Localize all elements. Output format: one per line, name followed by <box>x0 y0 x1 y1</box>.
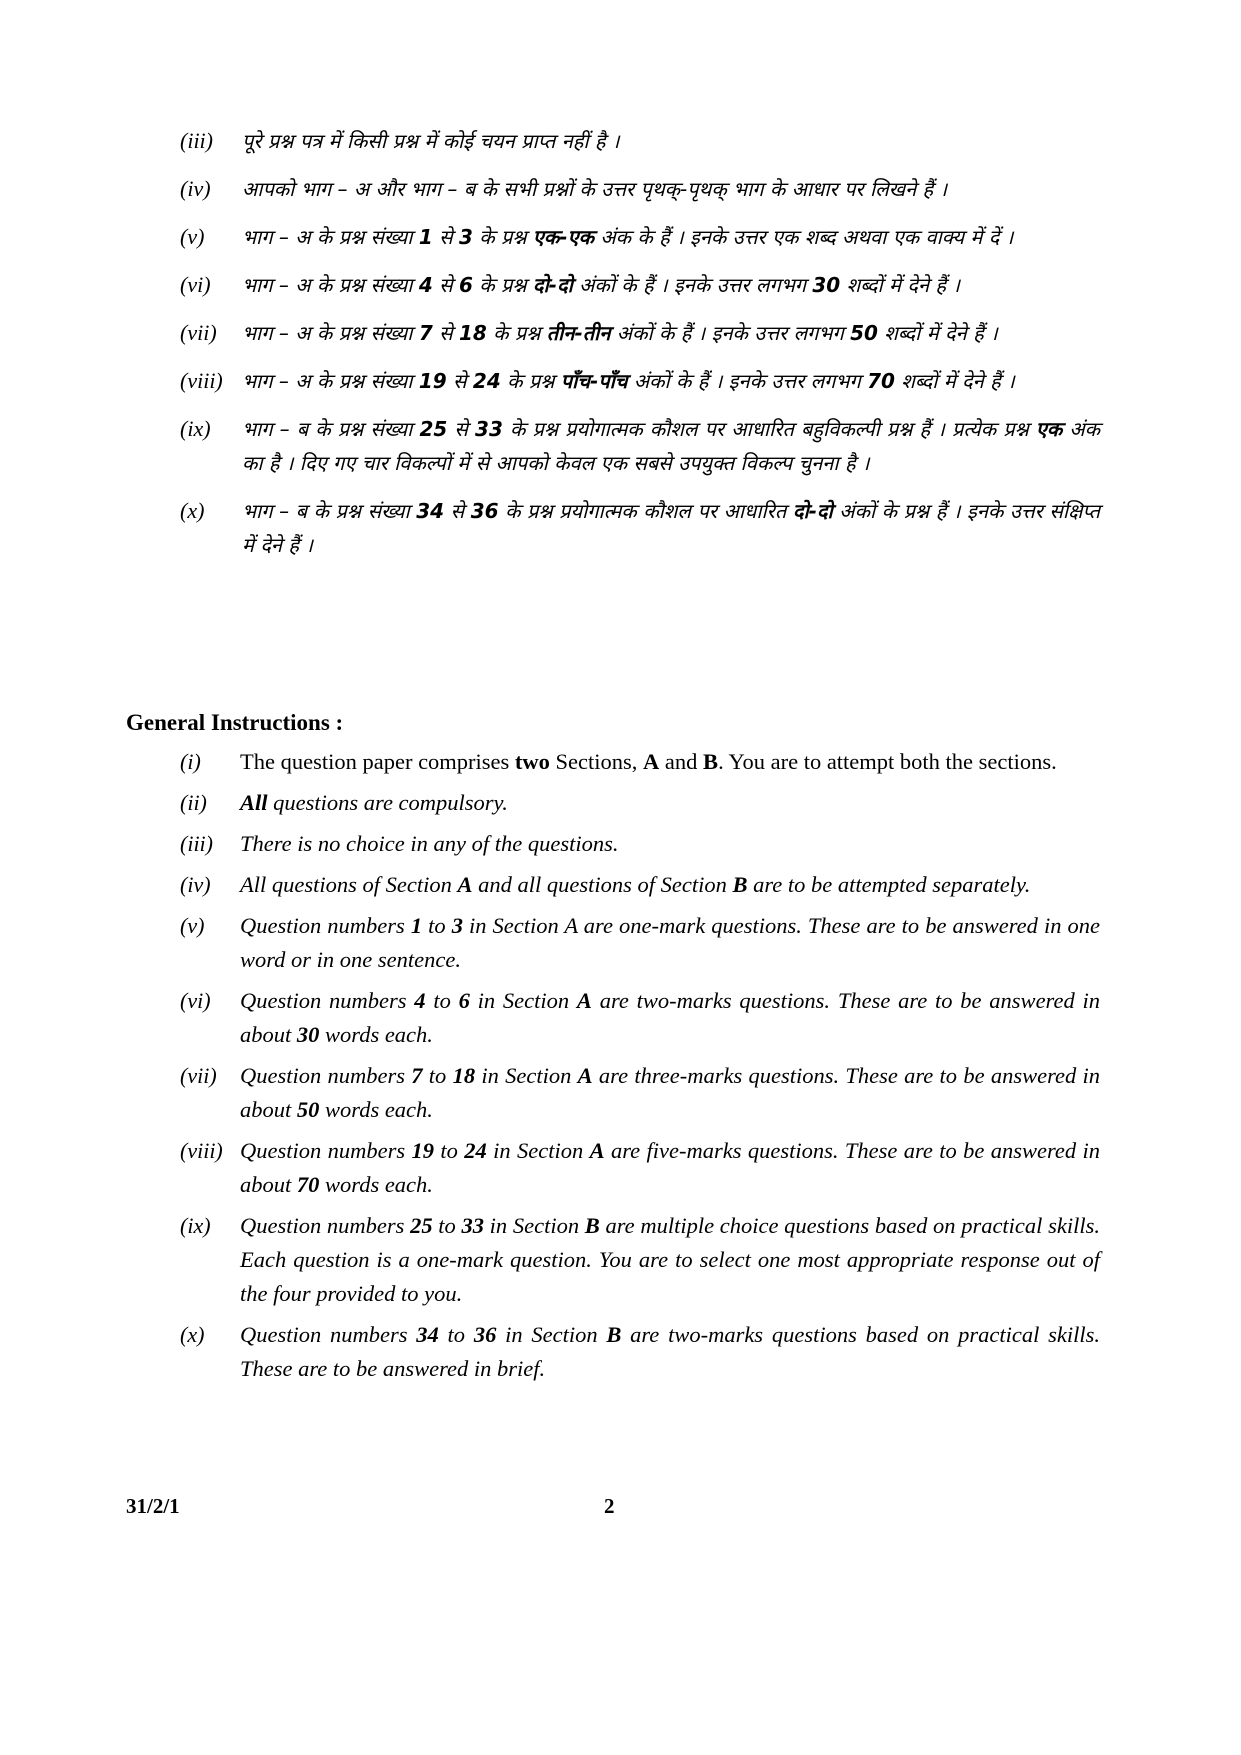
hindi-instruction-number: (iv) <box>180 176 211 201</box>
hindi-instruction-text: भाग – ब के प्रश्न संख्या 25 से 33 के प्रश्न प्रयोगात्मक कौशल पर आधारित बहुविकल्पी प्रश्न हैं । प्रत्येक प्रश्न एक अंक का है । दिए गए चार विकल्पों में से आपको केवल एक सबसे उपयुक्त विकल्प चुनना है । <box>242 417 1100 475</box>
instruction-text: Question numbers 34 to 36 in Section B are two-marks questions based on practical skills. These are to be answered in brief. <box>240 1322 1100 1381</box>
emphasis: B <box>703 749 719 774</box>
instruction-item <box>180 984 1100 1052</box>
emphasis: 3 <box>451 913 463 938</box>
emphasis: दो-दो <box>792 499 833 523</box>
emphasis: 30 <box>296 1022 320 1047</box>
emphasis: 34 <box>416 499 445 523</box>
hindi-instruction-item <box>180 494 1100 562</box>
instruction-text: There is no choice in any of the questions. <box>240 831 619 856</box>
emphasis: 34 <box>416 1322 439 1347</box>
instruction-number: (ii) <box>180 790 207 815</box>
emphasis: two <box>514 749 550 774</box>
hindi-instruction-item <box>180 172 1100 206</box>
hindi-instruction-item <box>180 412 1100 480</box>
instruction-text: Question numbers 4 to 6 in Section A are two-marks questions. These are to be answered in about 30 words each. <box>240 988 1100 1047</box>
instruction-number: (ix) <box>180 1213 211 1238</box>
emphasis: दो-दो <box>532 273 573 297</box>
instruction-text: Question numbers 1 to 3 in Section A are one-mark questions. These are to be answered in one word or in one sentence. <box>240 913 1100 972</box>
emphasis: B <box>606 1322 622 1347</box>
general-instructions-list <box>180 745 1100 1393</box>
hindi-instruction-text: भाग – अ के प्रश्न संख्या 1 से 3 के प्रश्न एक-एक अंक के हैं । इनके उत्तर एक शब्द अथवा एक वाक्य में दें । <box>242 225 1014 249</box>
instruction-number: (iii) <box>180 831 213 856</box>
hindi-instruction-item <box>180 268 1100 302</box>
emphasis: पाँच-पाँच <box>560 369 628 393</box>
instruction-text: Question numbers 25 to 33 in Section B are multiple choice questions based on practical skills. Each question is a one-mark question. You are to select one most appropriate response out of the four provided to you. <box>240 1213 1100 1306</box>
emphasis: 7 <box>418 321 433 345</box>
hindi-instruction-item <box>180 124 1100 158</box>
emphasis: तीन-तीन <box>546 321 611 345</box>
hindi-instruction-item <box>180 364 1100 398</box>
instruction-text: All questions are compulsory. <box>240 790 508 815</box>
hindi-instruction-text: आपको भाग – अ और भाग – ब के सभी प्रश्नों के उत्तर पृथक्‌-पृथक्‌ भाग के आधार पर लिखने हैं । <box>242 177 948 201</box>
instruction-text: All questions of Section A and all questions of Section B are to be attempted separately. <box>240 872 1031 897</box>
instruction-number: (vi) <box>180 988 211 1013</box>
emphasis: 6 <box>458 273 473 297</box>
hindi-instruction-item <box>180 220 1100 254</box>
emphasis: 25 <box>410 1213 433 1238</box>
emphasis: 4 <box>414 988 426 1013</box>
hindi-instruction-number: (iii) <box>180 128 213 153</box>
emphasis: 19 <box>418 369 447 393</box>
emphasis: A <box>643 749 660 774</box>
emphasis: A <box>589 1138 605 1163</box>
instruction-number: (viii) <box>180 1138 223 1163</box>
hindi-instruction-number: (ix) <box>180 416 211 441</box>
instruction-number: (vii) <box>180 1063 217 1088</box>
hindi-instruction-text: पूरे प्रश्न पत्र में किसी प्रश्न में कोई चयन प्राप्त नहीं है । <box>242 129 620 153</box>
hindi-instruction-number: (vi) <box>180 272 211 297</box>
emphasis: A <box>577 1063 593 1088</box>
hindi-instruction-number: (x) <box>180 498 205 523</box>
emphasis: 18 <box>452 1063 476 1088</box>
paper-code: 31/2/1 <box>126 1494 180 1518</box>
emphasis: 25 <box>419 417 448 441</box>
emphasis: एक <box>1035 417 1063 441</box>
instruction-number: (iv) <box>180 872 211 897</box>
instruction-text: Question numbers 19 to 24 in Section A are five-marks questions. These are to be answered in about 70 words each. <box>240 1138 1100 1197</box>
instruction-number: (v) <box>180 913 205 938</box>
emphasis: 4 <box>418 273 433 297</box>
instruction-item <box>180 786 1100 820</box>
instruction-item <box>180 1134 1100 1202</box>
instruction-item <box>180 909 1100 977</box>
hindi-instruction-item <box>180 316 1100 350</box>
instruction-item <box>180 868 1100 902</box>
emphasis: 1 <box>410 913 423 938</box>
general-instructions-heading: General Instructions : <box>126 710 344 735</box>
emphasis: 36 <box>470 499 499 523</box>
emphasis: 18 <box>458 321 487 345</box>
emphasis: 3 <box>458 225 473 249</box>
emphasis: 7 <box>411 1063 423 1088</box>
emphasis: 6 <box>458 988 470 1013</box>
hindi-instruction-text: भाग – ब के प्रश्न संख्या 34 से 36 के प्रश्न प्रयोगात्मक कौशल पर आधारित दो-दो अंकों के प्रश्न हैं । इनके उत्तर संक्षिप्त में देने हैं । <box>242 499 1100 557</box>
instruction-item <box>180 1209 1100 1311</box>
instruction-text: Question numbers 7 to 18 in Section A are three-marks questions. These are to be answered in about 50 words each. <box>240 1063 1100 1122</box>
emphasis: 24 <box>464 1138 487 1163</box>
hindi-instruction-text: भाग – अ के प्रश्न संख्या 19 से 24 के प्रश्न पाँच-पाँच अंकों के हैं । इनके उत्तर लगभग 70 शब्दों में देने हैं । <box>242 369 1015 393</box>
emphasis: 70 <box>296 1172 320 1197</box>
emphasis: A <box>576 988 592 1013</box>
emphasis: 33 <box>461 1213 484 1238</box>
emphasis: 19 <box>411 1138 434 1163</box>
hindi-instruction-number: (vii) <box>180 320 217 345</box>
emphasis: 70 <box>867 369 895 393</box>
emphasis: B <box>584 1213 600 1238</box>
instruction-number: (x) <box>180 1322 205 1347</box>
hindi-instructions-list <box>180 124 1100 576</box>
emphasis: A <box>457 872 473 897</box>
instruction-text: The question paper comprises two Sections, A and B. You are to attempt both the sections. <box>240 749 1057 774</box>
instruction-item <box>180 1318 1100 1386</box>
emphasis: All <box>240 790 268 815</box>
page-number: 2 <box>604 1494 615 1518</box>
emphasis: 50 <box>850 321 878 345</box>
emphasis: 33 <box>475 417 503 441</box>
emphasis: 36 <box>473 1322 497 1347</box>
hindi-instruction-number: (viii) <box>180 368 223 393</box>
emphasis: 30 <box>812 273 841 297</box>
emphasis: एक-एक <box>532 225 595 249</box>
hindi-instruction-text: भाग – अ के प्रश्न संख्या 7 से 18 के प्रश्न तीन-तीन अंकों के हैं । इनके उत्तर लगभग 50 शब्दों में देने हैं । <box>242 321 998 345</box>
emphasis: 1 <box>418 225 433 249</box>
emphasis: B <box>732 872 748 897</box>
emphasis: 24 <box>472 369 501 393</box>
instruction-item <box>180 745 1100 779</box>
hindi-instruction-text: भाग – अ के प्रश्न संख्या 4 से 6 के प्रश्न दो-दो अंकों के हैं । इनके उत्तर लगभग 30 शब्दों में देने हैं । <box>242 273 960 297</box>
instruction-item <box>180 827 1100 861</box>
hindi-instruction-number: (v) <box>180 224 205 249</box>
emphasis: 50 <box>296 1097 320 1122</box>
instruction-number: (i) <box>180 749 201 774</box>
instruction-item <box>180 1059 1100 1127</box>
